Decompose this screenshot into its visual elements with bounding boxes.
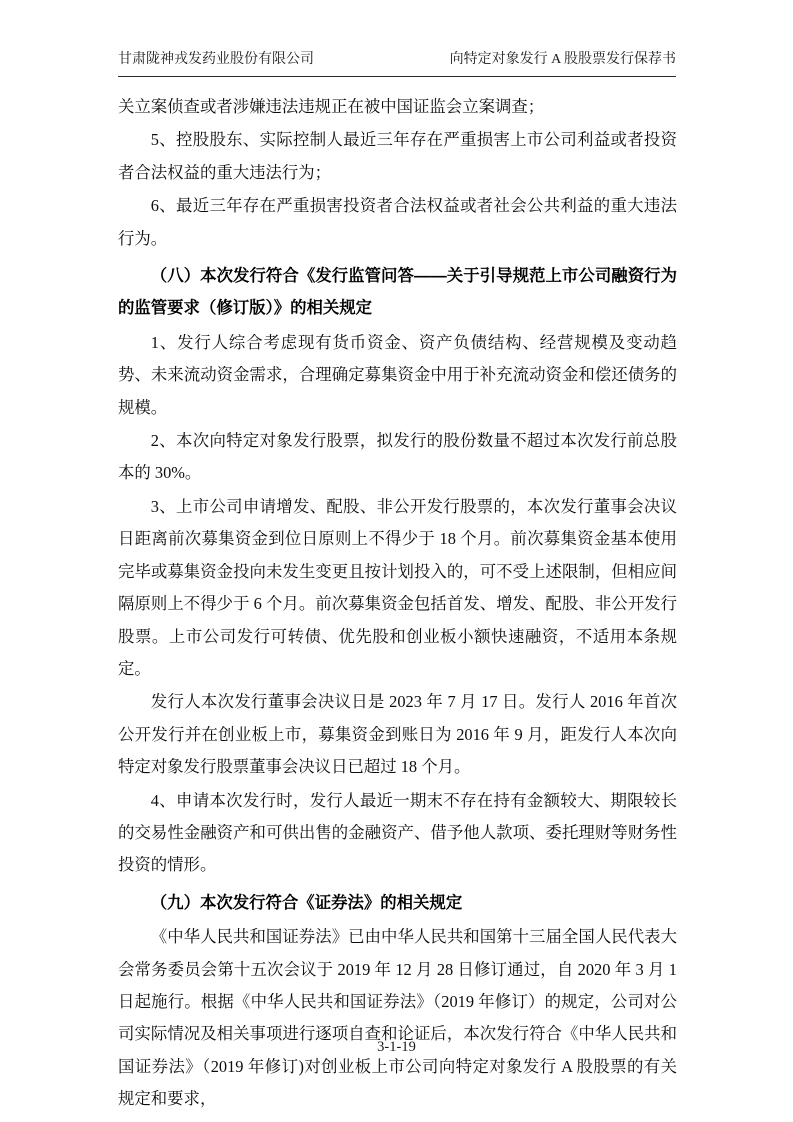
page-footer (0, 1039, 793, 1056)
section-heading-eight: （八）本次发行符合《发行监管问答——关于引导规范上市公司融资行为的监管要求（修订版）》的相关规定 (118, 267, 677, 318)
page-number: 3-1-19 (377, 1039, 416, 1055)
paragraph-item-3: 3、上市公司申请增发、配股、非公开发行股票的，本次发行董事会决议日距离前次募集资金到位日原则上不得少于 18 个月。前次募集资金基本使用完毕或募集资金投向未发生变更且按计划投入的，可不受上述限制，但相应间隔原则上不得少于 6 个月。前次募集资金包括首发、增发、配股、非公开发行股票。上市公司发行可转债、优先股和创业板小额快速融资，不适用本条规定。 (118, 496, 677, 678)
paragraph-continuation: 关立案侦查或者涉嫌违法违规正在被中国证监会立案调查； (118, 97, 545, 116)
header-doc-title: 向特定对象发行 A 股股票发行保荐书 (449, 52, 676, 67)
paragraph-board-resolution: 发行人本次发行董事会决议日是 2023 年 7 月 17 日。发行人 2016 年首次公开发行并在创业板上市，募集资金到账日为 2016 年 9 月，距发行人本次向特定对象发行股票董事会决议日已超过 18 个月。 (118, 692, 677, 777)
paragraph-item-6: 6、最近三年存在严重损害投资者合法权益或者社会公共利益的重大违法行为。 (118, 196, 677, 248)
page-header (118, 51, 676, 77)
header-company-name: 甘肃陇神戎发药业股份有限公司 (118, 52, 314, 67)
paragraph-securities-law: 《中华人民共和国证券法》已由中华人民共和国第十三届全国人民代表大会常务委员会第十五次会议于 2019 年 12 月 28 日修订通过，自 2020 年 3 月 1 日起施行。根据《中华人民共和国证券法》（2019 年修订）的规定，公司对公司实际情况及相关事项进行逐项自查和论证后，本次发行符合《中华人民共和国证券法》（2019 年修订)对创业板上市公司向特定对象发行 A 股股票的有关规定和要求， (118, 927, 677, 1109)
paragraph-item-2: 2、本次向特定对象发行股票，拟发行的股份数量不超过本次发行前总股本的 30%。 (118, 431, 677, 483)
paragraph-item-5: 5、控股股东、实际控制人最近三年存在严重损害上市公司利益或者投资者合法权益的重大违法行为； (118, 130, 677, 182)
section-heading-nine: （九）本次发行符合《证券法》的相关规定 (150, 893, 463, 912)
paragraph-item-1: 1、发行人综合考虑现有货币资金、资产负债结构、经营规模及变动趋势、未来流动资金需求，合理确定募集资金中用于补充流动资金和偿还债务的规模。 (118, 332, 677, 417)
document-content (118, 90, 677, 1117)
paragraph-item-4: 4、申请本次发行时，发行人最近一期末不存在持有金额较大、期限较长的交易性金融资产和可供出售的金融资产、借予他人款项、委托理财等财务性投资的情形。 (118, 790, 677, 875)
